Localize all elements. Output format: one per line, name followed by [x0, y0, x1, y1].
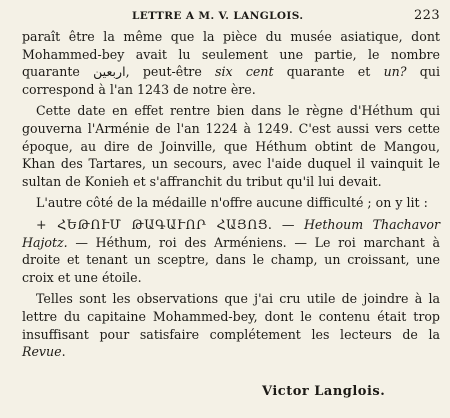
paragraph-5-text-a: Telles sont les observations que j'ai cru utile de joindre à la lettre du capitaine Mohammed-bey, dont le contenu était trop insuffisant pour satisfaire complétement les lecteurs de la: [22, 291, 440, 342]
page-body: [22, 28, 440, 361]
transliteration: Hethoum Thachavor Hajotz.: [22, 216, 441, 250]
paragraph-1-italic: six cent: [215, 64, 274, 80]
paragraph-1-italic-2: un?: [383, 64, 407, 80]
paragraph-4-text: — Héthum, roi des Arméniens. — Le roi marchant à droite et tenant un sceptre, dans le champ, un croissant, une croix et une étoile.: [22, 234, 440, 285]
paragraph-1-text-d: qui correspond à l'an 1243 de notre ère.: [22, 64, 440, 97]
paragraph-5-italic: Revue: [22, 344, 62, 360]
paragraph-1-text-c: quarante et: [273, 64, 384, 80]
signature: Victor Langlois.: [262, 384, 386, 399]
paragraph-1: [22, 28, 440, 98]
paragraph-5: [22, 290, 440, 360]
armenian-inscription: + ՀԵԹՈՒՄ ԹԱԳԱՒՈՐ ՀԱՅՈՑ.: [36, 216, 273, 232]
paragraph-4-dash: —: [272, 216, 304, 232]
arabic-word: اربعين: [93, 64, 126, 80]
paragraph-1-text-b: , peut-être: [125, 64, 216, 80]
paragraph-1-text-a: paraît être la même que la pièce du musée asiatique, dont Mohammed-bey avait lu seulement une partie, le nombre quarante: [22, 29, 440, 80]
page-number: 223: [413, 8, 440, 23]
paragraph-5-text-b: .: [61, 344, 66, 360]
paragraph-3: L'autre côté de la médaille n'offre aucune difficulté ; on y lit :: [36, 195, 428, 211]
paragraph-4: [22, 216, 440, 286]
paragraph-2: Cette date en effet rentre bien dans le règne d'Héthum qui gouverna l'Arménie de l'an 1224 à 1249. C'est aussi vers cette époque, au dire de Joinville, que Héthum obtint de Mangou, Khan des Tartares, un secours, avec l'aide duquel il vainquit le sultan de Konieh et s'affranchit du tribut qu'il lui devait.: [22, 103, 440, 189]
running-head: LETTRE A M. V. LANGLOIS.: [132, 10, 304, 22]
